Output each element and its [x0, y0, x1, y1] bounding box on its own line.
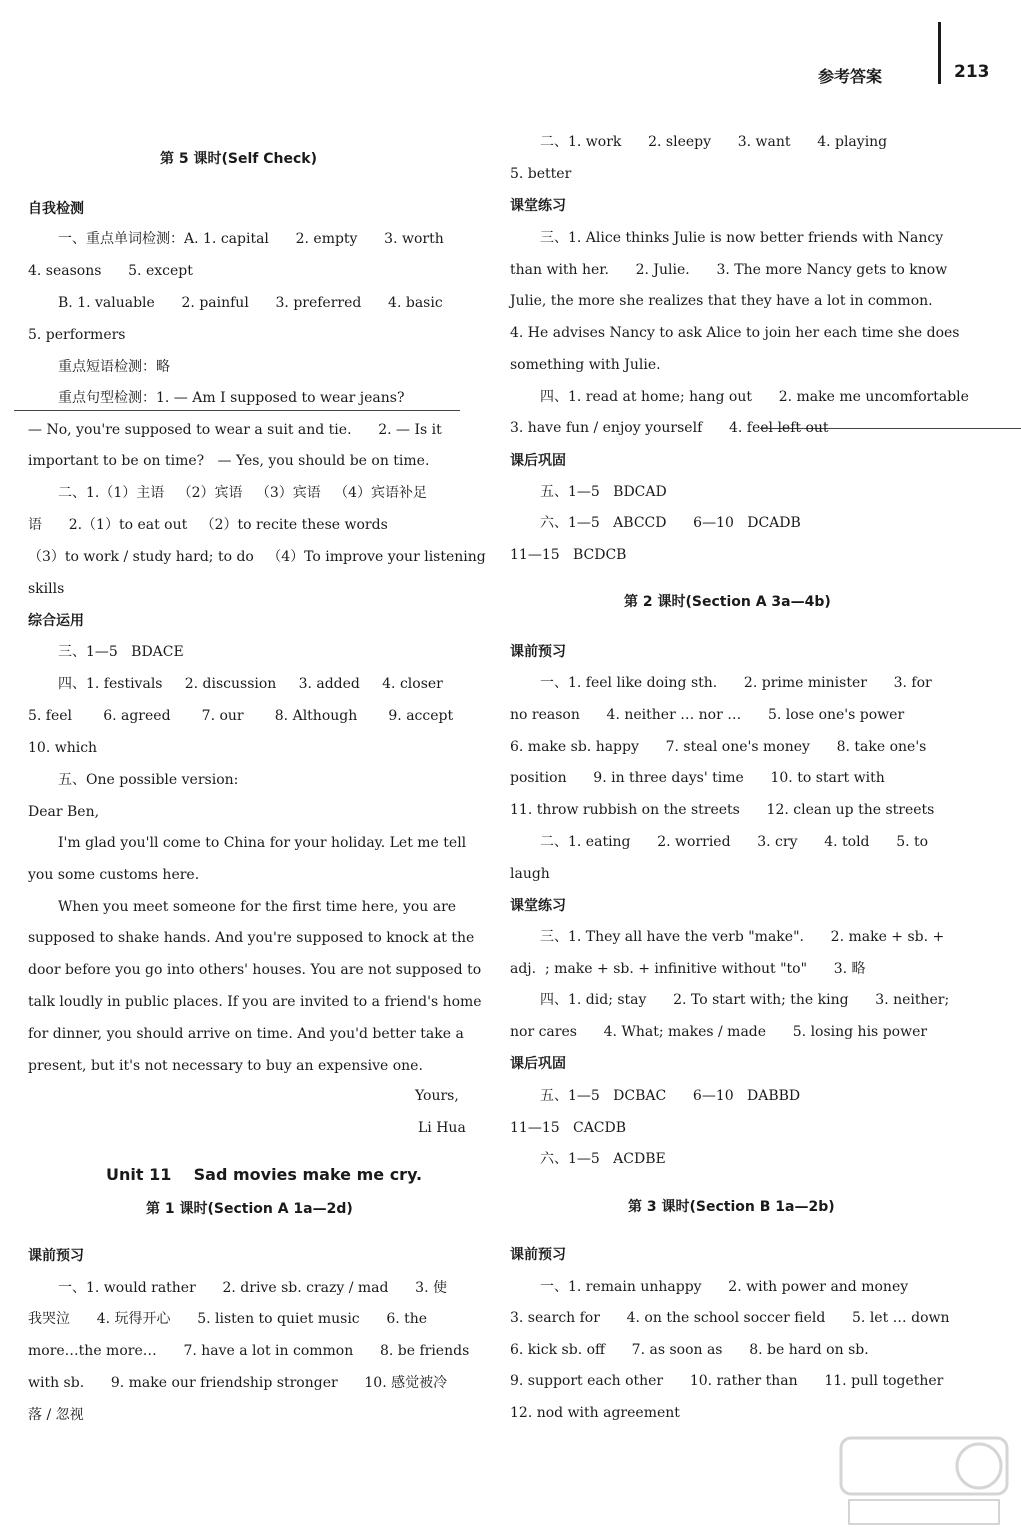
answer-line: 六、1—5 ACDBE [540, 1151, 666, 1167]
answer-line: than with her. 2. Julie. 3. The more Nancy gets to know [510, 262, 948, 278]
answer-line: Li Hua [418, 1120, 466, 1136]
section-heading: 课前预习 [510, 644, 566, 660]
answer-line: for dinner, you should arrive on time. And you'd better take a [28, 1026, 464, 1042]
answer-line: 9. support each other 10. rather than 11. pull together [510, 1373, 944, 1389]
answer-line: 11—15 CACDB [510, 1120, 627, 1136]
answer-line: 10. which [28, 740, 98, 756]
answer-line: 5. performers [28, 327, 126, 343]
answer-line: 四、1. read at home; hang out 2. make me uncomfortable [540, 389, 969, 405]
answer-line: 重点句型检测：1. — Am I supposed to wear jeans? [58, 390, 405, 406]
answer-line: 语 2.（1）to eat out （2）to recite these words [28, 517, 388, 533]
answer-line: talk loudly in public places. If you are invited to a friend's home [28, 994, 482, 1010]
answer-line: something with Julie. [510, 357, 661, 373]
answer-line: When you meet someone for the first time here, you are [58, 899, 457, 915]
answer-line: 重点短语检测：略 [58, 359, 170, 375]
answer-line: 一、1. remain unhappy 2. with power and money [540, 1279, 909, 1295]
answer-line: 三、1—5 BDACE [58, 644, 184, 660]
answer-line: 三、1. Alice thinks Julie is now better friends with Nancy [540, 230, 944, 246]
answer-line: 五、1—5 DCBAC 6—10 DABBD [540, 1088, 801, 1104]
answer-line: Dear Ben, [28, 804, 100, 820]
answer-line: 4. He advises Nancy to ask Alice to join her each time she does [510, 325, 960, 341]
answer-line: 12. nod with agreement [510, 1405, 680, 1421]
answer-line: present, but it's not necessary to buy an expensive one. [28, 1058, 423, 1074]
answer-line: you some customs here. [28, 867, 200, 883]
lesson-title: 第 1 课时(Section A 1a—2d) [146, 1201, 353, 1217]
answer-line: 我哭泣 4. 玩得开心 5. listen to quiet music 6. the [28, 1311, 428, 1327]
lesson-title: 第 5 课时(Self Check) [160, 151, 317, 167]
answer-line: 四、1. did; stay 2. To start with; the king 3. neither; [540, 992, 950, 1008]
section-heading: 课前预习 [510, 1247, 566, 1263]
answer-line: 11. throw rubbish on the streets 12. clean up the streets [510, 802, 935, 818]
answer-line: 6. make sb. happy 7. steal one's money 8. take one's [510, 739, 927, 755]
answer-line: 一、1. would rather 2. drive sb. crazy / mad 3. 使 [58, 1280, 447, 1296]
answer-line: （3）to work / study hard; to do （4）To improve your listening [28, 549, 486, 565]
answer-line: 一、重点单词检测：A. 1. capital 2. empty 3. worth [58, 231, 444, 247]
answer-line: laugh [510, 866, 550, 882]
answer-line: 3. search for 4. on the school soccer field 5. let … down [510, 1310, 950, 1326]
lesson-title: 第 3 课时(Section B 1a—2b) [628, 1199, 835, 1215]
section-heading: 课后巩固 [510, 1056, 566, 1072]
answer-line: 11—15 BCDCB [510, 547, 627, 563]
answer-line: skills [28, 581, 65, 597]
page-number: 213 [954, 62, 990, 82]
answer-line: supposed to shake hands. And you're supposed to knock at the [28, 930, 475, 946]
answer-line: Julie, the more she realizes that they have a lot in common. [510, 293, 933, 309]
answer-line: 3. have fun / enjoy yourself 4. feel left out [510, 420, 829, 436]
answer-line: — No, you're supposed to wear a suit and tie. 2. — Is it [28, 422, 442, 438]
section-heading: 综合运用 [28, 613, 84, 629]
answer-line: 6. kick sb. off 7. as soon as 8. be hard on sb. [510, 1342, 869, 1358]
answer-line: with sb. 9. make our friendship stronger 10. 感觉被冷 [28, 1375, 448, 1391]
lesson-title: 第 2 课时(Section A 3a—4b) [624, 594, 831, 610]
answer-line: Yours, [415, 1088, 459, 1104]
answer-line: I'm glad you'll come to China for your holiday. Let me tell [58, 835, 467, 851]
header-label: 参考答案 [818, 67, 883, 86]
unit-title: Unit 11 Sad movies make me cry. [106, 1165, 423, 1184]
answer-line: 五、1—5 BDCAD [540, 484, 667, 500]
answer-line: nor cares 4. What; makes / made 5. losing his power [510, 1024, 928, 1040]
answer-line: 四、1. festivals 2. discussion 3. added 4. closer [58, 676, 443, 692]
scan-line-left [14, 410, 460, 411]
answer-line: 六、1—5 ABCCD 6—10 DCADB [540, 515, 801, 531]
answer-line: door before you go into others' houses. You are not supposed to [28, 962, 482, 978]
answer-line: B. 1. valuable 2. painful 3. preferred 4. basic [58, 295, 443, 311]
answer-line: important to be on time? — Yes, you should be on time. [28, 453, 430, 469]
watermark-logo [839, 1436, 1009, 1528]
answer-line: 落 / 忽视 [28, 1407, 84, 1423]
answer-line: 二、1. work 2. sleepy 3. want 4. playing [540, 134, 888, 150]
section-heading: 课前预习 [28, 1248, 84, 1264]
answer-line: no reason 4. neither … nor … 5. lose one's power [510, 707, 905, 723]
section-heading: 课后巩固 [510, 453, 566, 469]
answer-line: 五、One possible version: [58, 772, 239, 788]
section-heading: 自我检测 [28, 201, 84, 217]
section-heading: 课堂练习 [510, 898, 566, 914]
answer-line: 二、1. eating 2. worried 3. cry 4. told 5. to [540, 834, 929, 850]
answer-line: 4. seasons 5. except [28, 263, 193, 279]
answer-line: 5. better [510, 166, 572, 182]
answer-line: 5. feel 6. agreed 7. our 8. Although 9. accept [28, 708, 454, 724]
section-heading: 课堂练习 [510, 198, 566, 214]
answer-line: position 9. in three days' time 10. to start with [510, 770, 885, 786]
header-divider [938, 22, 941, 84]
answer-line: 三、1. They all have the verb "make". 2. make + sb. + [540, 929, 945, 945]
answer-line: 一、1. feel like doing sth. 2. prime minister 3. for [540, 675, 932, 691]
answer-line: more…the more… 7. have a lot in common 8. be friends [28, 1343, 470, 1359]
answer-line: adj. ; make + sb. + infinitive without "to" 3. 略 [510, 961, 866, 977]
answer-line: 二、1.（1）主语 （2）宾语 （3）宾语 （4）宾语补足 [58, 485, 428, 501]
